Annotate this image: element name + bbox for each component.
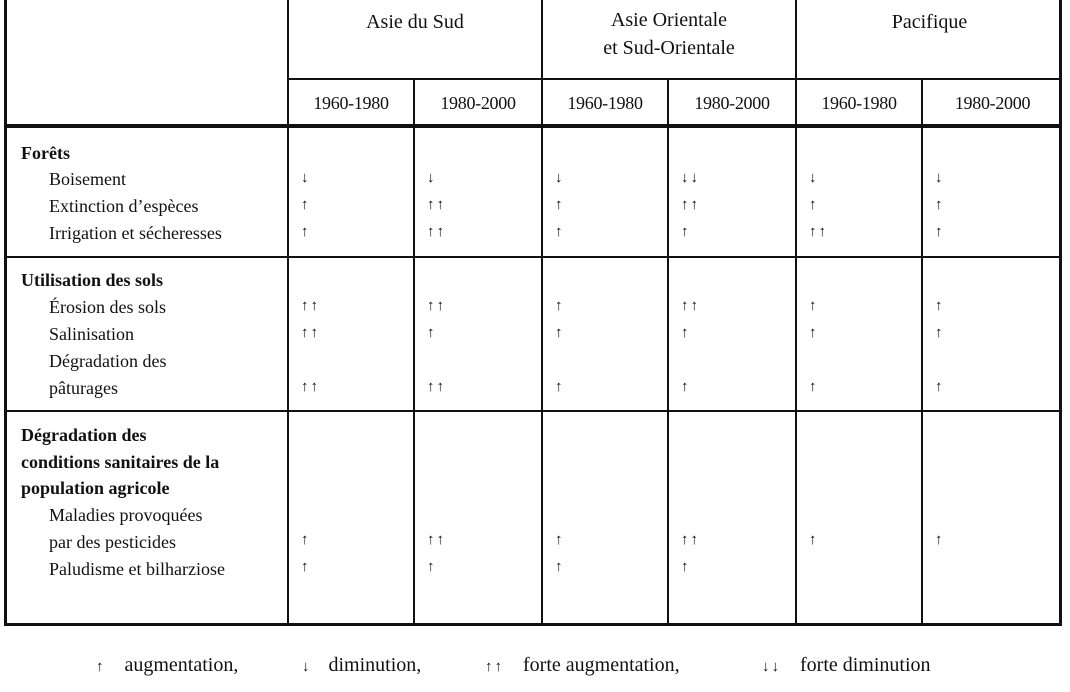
trend-cell: ↑↑ (427, 224, 446, 240)
row-label-paludisme: Paludisme et bilharziose (49, 559, 225, 579)
period-header: 1980-2000 (694, 93, 770, 113)
trend-cell: ↓ (809, 170, 819, 186)
legend-label: diminution, (328, 654, 422, 676)
data-table (4, 0, 1062, 626)
trend-cell: ↑ (555, 224, 565, 240)
trend-cell: ↑↑ (681, 298, 700, 314)
up-arrow-icon: ↑ (96, 659, 106, 675)
trend-cell: ↑↑ (301, 325, 320, 341)
trend-cell: ↑ (427, 325, 437, 341)
trend-cell: ↑ (681, 325, 691, 341)
trend-cell: ↑ (809, 197, 819, 213)
double-down-arrow-icon: ↓↓ (762, 659, 781, 675)
legend-item-strong-decrease (762, 652, 931, 680)
trend-cell: ↑ (555, 197, 565, 213)
down-arrow-icon: ↓ (302, 659, 312, 675)
trend-cell: ↑ (935, 532, 945, 548)
row-label-irrigation: Irrigation et sécheresses (49, 223, 222, 243)
trend-cell: ↑ (555, 532, 565, 548)
trend-cell: ↑ (555, 298, 565, 314)
row-divider (287, 78, 1062, 80)
period-header: 1960-1980 (567, 93, 643, 113)
trend-cell: ↓ (301, 170, 311, 186)
group-title-land-use: Utilisation des sols (21, 270, 164, 290)
legend-label: forte diminution (800, 654, 931, 676)
region-header-pacific: Pacifique (891, 11, 968, 33)
trend-cell: ↑ (301, 559, 311, 575)
period-header: 1980-2000 (440, 93, 516, 113)
trend-cell: ↑↑ (427, 532, 446, 548)
trend-cell: ↑ (555, 379, 565, 395)
trend-cell: ↑↑ (809, 224, 828, 240)
trend-cell: ↓ (555, 170, 565, 186)
trend-cell: ↑↑ (427, 379, 446, 395)
row-divider (7, 124, 1062, 128)
trend-cell: ↓ (427, 170, 437, 186)
row-label-salinisation: Salinisation (49, 324, 134, 344)
column-divider (667, 80, 669, 623)
trend-cell: ↑ (301, 197, 311, 213)
trend-cell: ↑ (427, 559, 437, 575)
double-up-arrow-icon: ↑↑ (485, 659, 504, 675)
trend-cell: ↑ (935, 325, 945, 341)
trend-cell: ↑ (809, 298, 819, 314)
legend-item-increase (96, 652, 238, 680)
trend-cell: ↑↑ (427, 197, 446, 213)
trend-cell: ↑ (935, 298, 945, 314)
row-label-erosion: Érosion des sols (49, 297, 166, 317)
legend-item-strong-increase (485, 652, 680, 680)
row-divider (7, 256, 1062, 258)
period-header: 1960-1980 (313, 93, 389, 113)
trend-cell: ↑ (935, 197, 945, 213)
row-label-maladies: Maladies provoquées par des pesticides (49, 505, 203, 552)
period-header: 1960-1980 (821, 93, 897, 113)
trend-cell: ↑ (555, 325, 565, 341)
trend-cell: ↑ (935, 224, 945, 240)
trend-cell: ↑ (301, 224, 311, 240)
trend-cell: ↑↑ (681, 532, 700, 548)
row-divider (7, 410, 1062, 412)
legend-item-decrease (302, 652, 421, 680)
trend-cell: ↑ (681, 559, 691, 575)
trend-cell: ↑ (809, 532, 819, 548)
group-title-forests: Forêts (21, 143, 70, 163)
column-divider (413, 80, 415, 623)
group-title-health: Dégradation des conditions sanitaires de la population agricole (21, 425, 220, 498)
column-divider (921, 80, 923, 623)
trend-cell: ↓↓ (681, 170, 700, 186)
legend-label: augmentation, (124, 654, 239, 676)
trend-cell: ↑↑ (427, 298, 446, 314)
period-header: 1980-2000 (954, 93, 1031, 113)
row-label-extinction: Extinction d’espèces (49, 196, 199, 216)
trend-cell: ↑ (555, 559, 565, 575)
legend-label: forte augmentation, (523, 654, 680, 676)
trend-cell: ↑ (809, 379, 819, 395)
row-label-boisement: Boisement (49, 169, 126, 189)
trend-cell: ↑ (681, 379, 691, 395)
trend-cell: ↑ (681, 224, 691, 240)
trend-cell: ↓ (935, 170, 945, 186)
trend-cell: ↑ (301, 532, 311, 548)
row-label-paturages: Dégradation des pâturages (49, 351, 167, 398)
trend-cell: ↑ (935, 379, 945, 395)
trend-cell: ↑↑ (301, 379, 320, 395)
trend-cell: ↑↑ (681, 197, 700, 213)
trend-cell: ↑ (809, 325, 819, 341)
trend-cell: ↑↑ (301, 298, 320, 314)
region-header-south-asia: Asie du Sud (366, 11, 464, 33)
region-header-east-asia: Asie Orientale et Sud-Orientale (603, 9, 735, 59)
